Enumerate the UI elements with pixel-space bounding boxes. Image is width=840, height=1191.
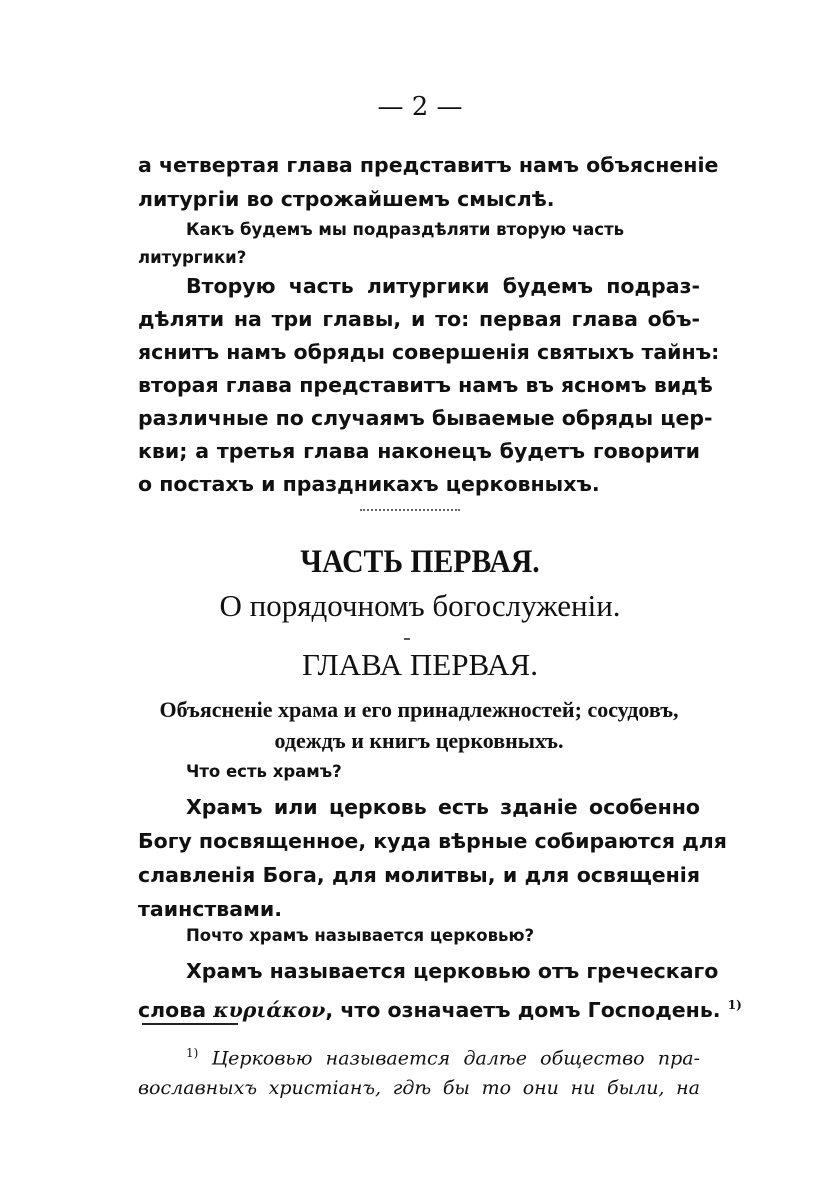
chapter-subtitle-line: Объясненіе храма и его принадлежностей; сосудовъ, [159,697,679,722]
footnote-text: Церковью называется далѣе общество пра- [211,1047,700,1070]
page-number: — 2 — [377,92,463,122]
text-line: различные по случаямъ бываемые обряды цер- [138,406,713,430]
text-line: о постахъ и праздникахъ церковныхъ. [138,472,600,496]
text-line: Вторую часть литургики будемъ подраз- [186,274,700,298]
chapter-title: ГЛАВА ПЕРВАЯ. [302,647,538,682]
text-line: дѣляти на три главы, и то: первая глава объ- [138,307,700,331]
chapter-subtitle [138,694,700,756]
question-3: Почто храмъ называется церковью? [186,926,535,945]
question-1: Какъ будемъ мы подраздѣляти вторую часть литургики? [138,220,625,267]
text-line: Богу посвященное, куда вѣрные собираются для [138,829,727,853]
footnote-rule [142,1023,238,1025]
question-2: Что есть храмъ? [186,762,342,781]
small-divider [404,638,410,640]
footnote-reference[interactable]: 1) [727,998,742,1012]
part-title: ЧАСТЬ ПЕРВАЯ. [300,544,540,580]
text-line: славленія Бога, для молитвы, и для освященія [138,863,700,887]
text-line: кви; а третья глава наконецъ будетъ говорити [138,439,700,463]
answer-2-paragraph [138,790,727,926]
section-divider [360,509,460,511]
text-line: яснитъ намъ обряды совершенія святыхъ тайнъ: [138,340,720,364]
text-line: Храмъ называется церковью отъ греческаго [186,959,719,983]
text-line: а четвертая глава представитъ намъ объясненіе [138,153,719,177]
answer-1-paragraph [138,270,720,501]
text-line: таинствами. [138,897,282,921]
text-line [138,1038,700,1073]
answer-3-paragraph [138,954,742,1027]
text-line [138,988,742,1027]
text-line: Храмъ или церковь есть зданіе особенно [186,795,700,819]
text-line: вторая глава представитъ намъ въ ясномъ видѣ [138,373,713,397]
greek-word: κυριάκον [213,997,326,1022]
text-fragment: слова [138,997,214,1022]
intro-paragraph [138,148,719,216]
chapter-subtitle-line: одеждъ и книгъ церковныхъ. [274,728,564,753]
footnote [138,1038,700,1103]
text-line: вославныхъ христіанъ, гдѣ бы то они ни были, на [138,1077,700,1100]
part-subtitle: О порядочномъ богослуженіи. [219,588,621,623]
footnote-marker: 1) [186,1046,199,1060]
text-fragment: , что означаетъ домъ Господень. [325,997,721,1022]
text-line: литургіи во строжайшемъ смыслѣ. [138,187,555,211]
